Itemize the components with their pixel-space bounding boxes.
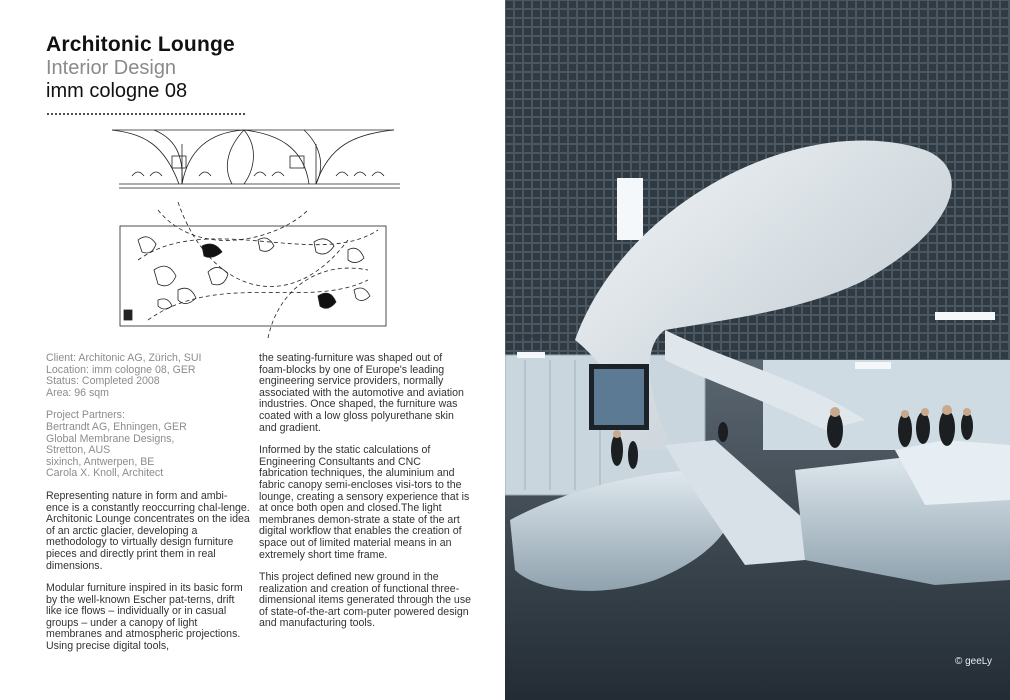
partner-line: sixinch, Antwerpen, BE <box>46 455 155 468</box>
partner-line: Bertrandt AG, Ehningen, GER <box>46 420 187 433</box>
project-partners <box>46 410 250 480</box>
body-paragraph: the seating-furniture was shaped out of foam-blocks by one of Europe's leading engineering service providers, normally associated with the automotive and aviation industries. Once shaped, the furniture was coated with a low gloss polyurethane skin and gradient. <box>259 352 464 434</box>
project-meta <box>46 353 250 399</box>
client-line: Client: Architonic AG, Zürich, SUI <box>46 352 202 364</box>
floor-plan-drawing <box>118 200 390 340</box>
body-paragraph: This project defined new ground in the realization and creation of functional three- dimensional items generated through the use of state-of-the-art com-puter powered design and manufacturing tools. <box>259 571 472 630</box>
lounge-photo <box>505 0 1010 700</box>
page-title: Architonic Lounge <box>46 33 235 56</box>
location-line: Location: imm cologne 08, GER <box>46 363 196 376</box>
partner-line: Global Membrane Designs, <box>46 432 175 445</box>
text-column-left <box>46 353 250 653</box>
dotted-divider <box>46 112 246 116</box>
body-paragraph: Informed by the static calculations of Engineering Consultants and CNC fabrication techniques, the aluminium and fabric canopy semi-encloses visi-tors to the lounge, creating a sensory experience that is at once both open and closed.The light membranes demon-strate a state of the art digital workflow that enables the creation of space out of limited material means in an extremely short time frame. <box>259 444 470 561</box>
text-column-right <box>259 353 471 630</box>
body-paragraph: Representing nature in form and ambi-ence is a constantly reoccurring chal-lenge. Architonic Lounge concentrates on the idea of an arctic glacier, developing a methodology to virtually design furniture pieces and directly print them in real dimensions. <box>46 489 250 572</box>
photo-credit: © geeLy <box>954 656 992 667</box>
sign-text: ce Centre Ost <box>515 334 546 340</box>
area-line: Area: 96 sqm <box>46 386 110 399</box>
partner-line: Carola X. Knoll, Architect <box>46 467 164 480</box>
partners-heading: Project Partners: <box>46 409 125 422</box>
partner-line: Stretton, AUS <box>46 444 111 457</box>
elevation-drawing <box>104 126 404 194</box>
status-line: Status: Completed 2008 <box>46 375 160 388</box>
event-name: imm cologne 08 <box>46 80 188 102</box>
lounge-photo-illustration <box>505 0 1010 700</box>
body-paragraph: Modular furniture inspired in its basic form by the well-known Escher pat-terns, drift like ice flows – individually or in casual groups – under a canopy of light membranes and atmospheric projections. Using precise digital tools, <box>46 582 243 653</box>
page-subtitle: Interior Design <box>46 57 177 79</box>
